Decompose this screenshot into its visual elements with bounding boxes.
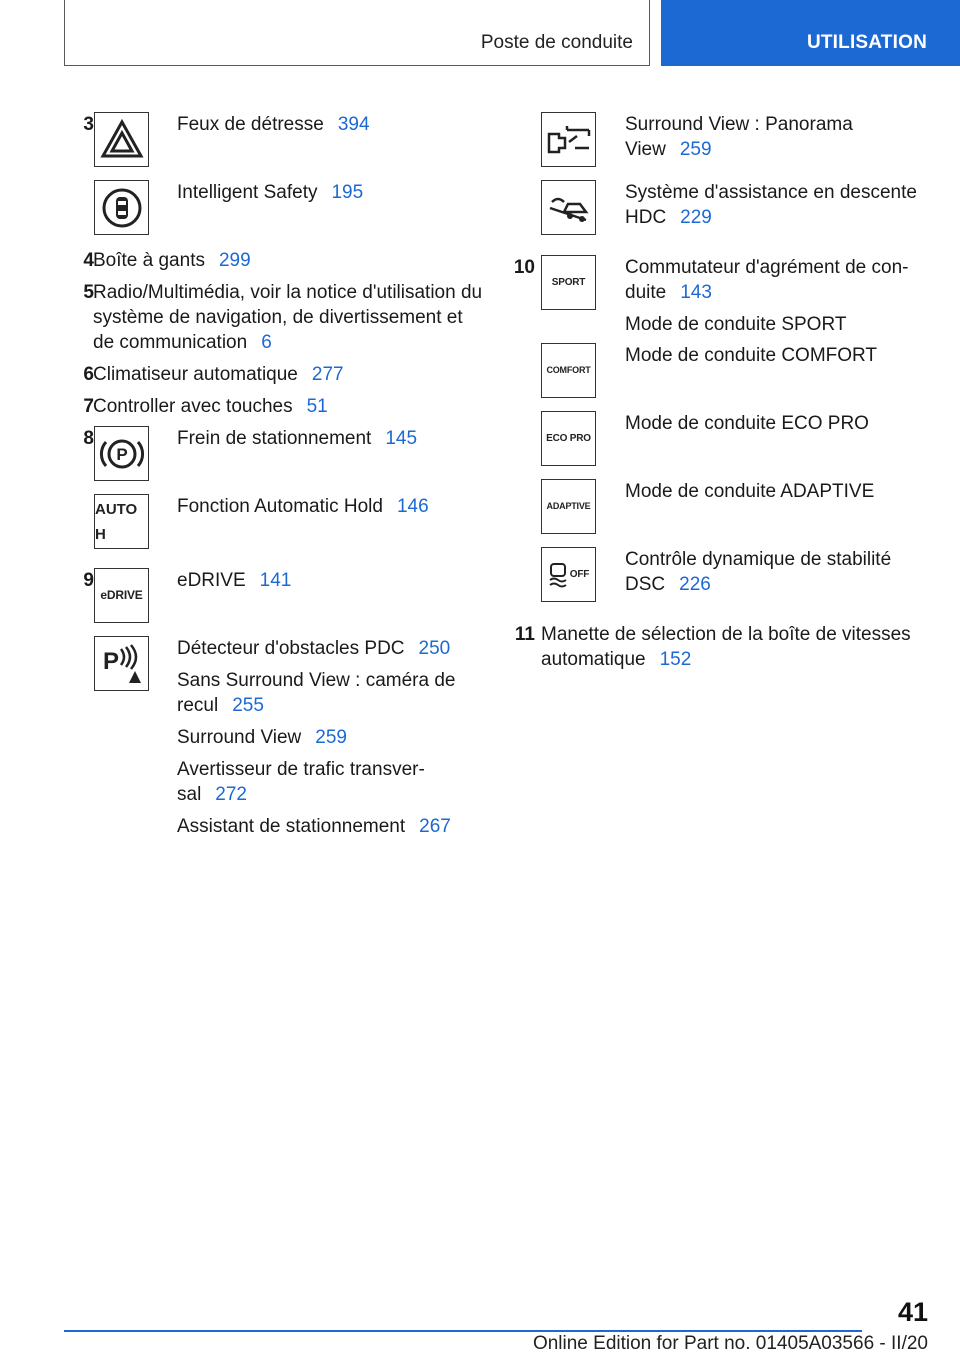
sub-item: Mode de conduite SPORT [625,314,847,335]
page-link[interactable]: 51 [306,396,328,417]
page-link[interactable]: 146 [396,496,429,517]
item-3 [64,112,484,248]
item-number: 10 [513,257,535,278]
item-4 [64,248,484,273]
parking-brake-icon [94,426,149,481]
label: Manette de sélection de la boîte de vitesses automatique [541,624,911,670]
intelligent-safety-icon [94,180,149,235]
page-link[interactable]: 250 [418,638,451,659]
list-item [64,494,484,568]
label: Surround View : Panorama View [625,114,853,160]
header-tab[interactable] [661,0,960,66]
label: Système d'assistance en descente HDC [625,182,917,228]
sub-item: Avertisseur de trafic transver-sal 272 [177,759,425,805]
item-7 [64,394,484,419]
hill-descent-icon [541,180,596,235]
page-link[interactable]: 259 [679,139,712,160]
label: Climatiseur automatique [93,364,298,385]
page-link[interactable]: 259 [315,727,347,748]
item-9 [64,568,484,839]
sub-item: Assistant de stationnement 267 [177,816,451,837]
page-link[interactable]: 226 [679,574,711,595]
label: eDRIVE [177,570,246,591]
list-item [64,426,484,494]
header-section-title: Poste de conduite [480,32,633,53]
item-number: 8 [83,428,94,449]
dsc-off-icon: OFF [541,547,596,602]
item-5 [64,280,484,355]
right-column [511,112,931,679]
label: Fonction Automatic Hold [177,496,383,517]
label: Mode de conduite ADAPTIVE [625,481,875,502]
page-link[interactable]: 152 [659,649,692,670]
header-section-box [64,0,650,66]
list-item [511,180,931,255]
page-number: 41 [897,1297,928,1327]
item-number: 5 [83,282,94,303]
label: Controller avec touches [93,396,293,417]
page-link[interactable]: 272 [215,784,247,805]
list-item [64,112,484,180]
list-item [511,479,931,547]
label: Détecteur d'obstacles PDC [177,638,405,659]
label: Mode de conduite ECO PRO [625,413,869,434]
label: Boîte à gants [93,250,205,271]
page-link[interactable]: 195 [331,182,364,203]
list-item [511,255,931,343]
item-6 [64,362,484,387]
list-item [511,547,931,622]
label: Frein de stationnement [177,428,372,449]
item-number: 6 [83,364,94,385]
item-number: 4 [83,250,94,271]
label: Feux de détresse [177,114,324,135]
svg-text:P: P [102,647,119,675]
svg-text:P: P [115,444,128,464]
label: Radio/Multimédia, voir la notice d'utilisation du système de navigation, de divertissement et de communication [93,282,483,353]
auto-hold-icon: AUTO H [94,494,149,549]
footer-edition: Online Edition for Part no. 01405A03566 - II/20 [532,1333,928,1354]
item-number: 3 [83,114,94,135]
page-link[interactable]: 267 [419,816,451,837]
label: Commutateur d'agrément de con-duite [625,257,909,303]
page-link[interactable]: 299 [218,250,251,271]
sub-item: Surround View 259 [177,727,347,748]
sport-icon: SPORT [541,255,596,310]
item-number: 7 [83,396,94,417]
hazard-warning-icon [94,112,149,167]
header-tab-label: UTILISATION [806,32,927,53]
list-item [64,568,484,636]
page-link[interactable]: 394 [337,114,370,135]
panorama-view-icon [541,112,596,167]
page-link[interactable]: 255 [232,695,264,716]
pdc-icon [94,636,149,691]
page-link[interactable]: 6 [261,332,272,353]
list-item [511,112,931,180]
comfort-icon: COMFORT [541,343,596,398]
list-item [64,636,484,839]
item-number: 9 [83,570,94,591]
page-link[interactable]: 229 [680,207,712,228]
sub-item: Sans Surround View : caméra de recul 255 [177,670,456,716]
item-10 [511,255,931,622]
adaptive-icon: ADAPTIVE [541,479,596,534]
list-item [64,180,484,248]
page-link[interactable]: 143 [680,282,712,303]
label: Mode de conduite COMFORT [625,345,878,366]
item-8 [64,426,484,568]
label: Intelligent Safety [177,182,318,203]
page-link[interactable]: 277 [311,364,344,385]
label: Contrôle dynamique de stabilité DSC [625,549,892,595]
edrive-icon: eDRIVE [94,568,149,623]
item-11 [511,622,931,672]
eco-pro-icon: ECO PRO [541,411,596,466]
left-column [64,112,484,839]
page-link[interactable]: 141 [259,570,292,591]
list-item [511,343,931,411]
page-link[interactable]: 145 [385,428,418,449]
item-number: 11 [514,624,535,645]
list-item [511,411,931,479]
